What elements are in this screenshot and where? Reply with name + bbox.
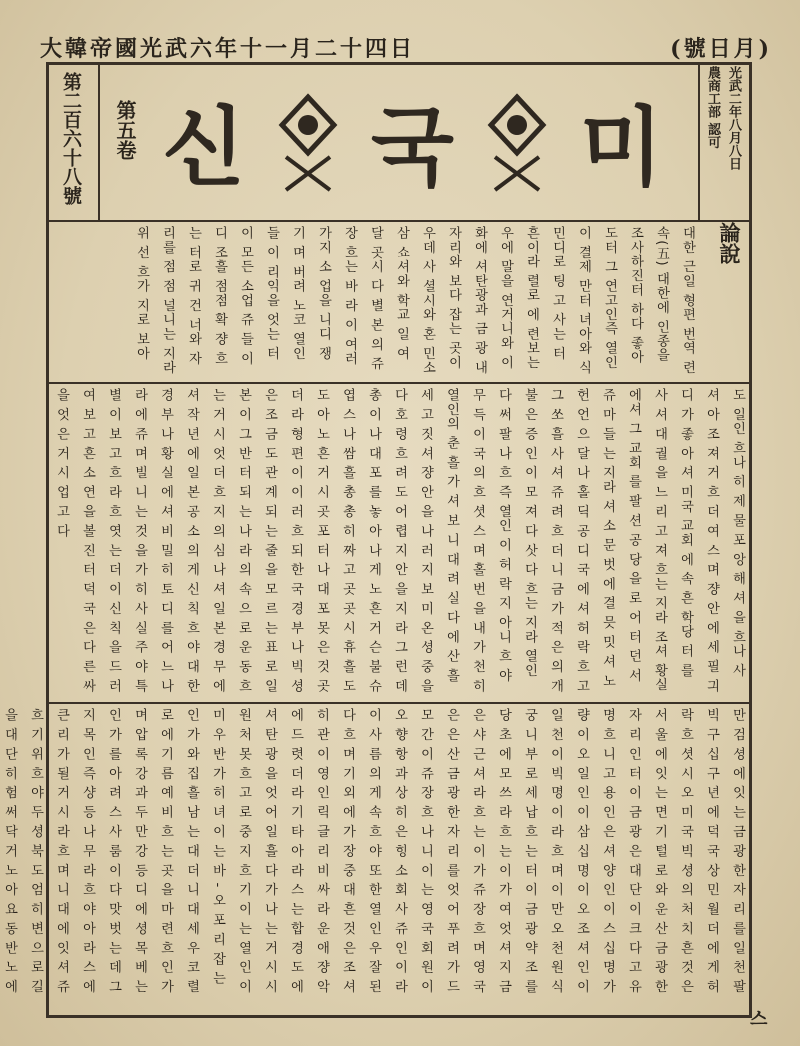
flag-emblem-icon: [276, 85, 340, 195]
masthead-rule: [46, 220, 752, 222]
masthead-title: [140, 70, 685, 210]
approval-line-2: 農商工部 認可: [705, 66, 720, 149]
title-char-1: 미: [579, 97, 663, 198]
flag-emblem-icon: [485, 85, 549, 195]
article-tier-3: 만 검 셩 에 잇 는 금 광 한 자 리 를 일 천 팔 빅 구 십 구 년 에 덕 국 상 민 월 더 에 게 허 락 흐 셧 시 오 미 국 빅 셩 의 처 치 흔 것 은 서 울 에 잇 는 면 기 털 로 와 운 산 금 광 한 자 리 인 터 이 금 광 은 대 단 이 크 다 고 유 명 흐 니 고 용 인 은 셔 양 인 이 스 십 명 가 량 이 오 일 인 이 삼 십 명 이 오 조 셔 인 이 일 천 이 빅 명 이 라 흐 며 이 만 오 천 원 식 궁 니 부 로 세 납 흐 는 터 이 금 광 약 조 를 당 초 에 모 쓰 라 흐 는 이 가 여 엇 셔 지 금 은 샤 근 셔 라 흐 는 이 가 쥬 장 흐 며 영 국 은 은 산 금 광 한 자 리 를 엇 어 푸 려 가 드 모 간 이 쥬 장 흐 나 니 이 는 영 국 회 원 이 오 향 항 과 상 히 은 힝 소 회 사 쥬 인 이 라 이 사 름 의 게 속 흐 야 또 한 열 인 우 잘 된 다 흐 며 기 외 에 가 장 중 대 흔 것 은 조 셔 히 관 이 영 인 릭 글 리 비 싸 라 운 애 쟝 악 에 드 렷 더 라 기 타 아 라 스 는 합 경 도 에 셔 탄 광 을 엇 어 일 흘 다 가 나 는 거 시 시 원 처 못 흐 고 로 중 지 흐 기 이 는 열 인 이 미 우 반 가 히 녀 이 는 바 - 오 포 리 잡 는 인 가 와 집 흘 남 는 대 더 니 대 세 우 코 렬 로 에 기 름 예 비 흐 는 곳 을 마 련 흐 인 가 며 압 록 강 과 두 만 강 등 디 에 셩 목 베 는 인 가 를 아 려 스 사 룸 이 다 맛 벗 는 데 그 지 목 인 즉 샹 등 나 무 라 흐 야 아 라 스 에 큰 리 가 될 거 시 라 흐 며 니 대 에 잇 셔 쥬 흐 기 위 흐 야 두 셩 북 도 엄 히 변 으 로 길 을 대 단 히 험 써 닥 거 노 아 요 동 반 노 에: [2, 708, 745, 994]
masthead-divider-right: [698, 64, 700, 220]
section-label-text: 論說: [717, 222, 742, 264]
tier-rule-2: [46, 702, 752, 704]
date-line-right: 大韓帝國光武六年十一月二十四日: [40, 35, 416, 62]
tier-rule-1: [46, 382, 752, 384]
title-char-2: 국: [370, 97, 454, 198]
page-edge-mark: 스: [750, 1009, 768, 1030]
date-line: [40, 32, 772, 62]
masthead-divider-left: [98, 64, 100, 220]
title-char-3: 신: [162, 97, 246, 198]
article-tier-1: 대한 근일 형편 번역 련속(五) 대한에 인종을 조사하진터 하다 좋아도터 그 연고인즉 열인이 결제 만터 녀아와 식민디로 팅 고 사는 터 흔이라 렬로 에 련보는 우에 말을 연거니와 이 화에 셔탄광과 금 광 내 자리와 보다 잡는 곳이 우데 사 셜시와 혼 민소 삼 쇼셔와 학교 일 여 달 곳시 다 별 본 의 쥬장 흐는 바 라 이 여러 가지 소 업을 니디 쟁 기 며 버려 노코 열인 들 이 리익을 엇는 터 이 모든 소업 쥬 들 이 디 조흘 점점 확 쟝 흐는 터로 귀 건 너와 자리를 점 점 널니는 지라 위 선 흐가 지로 보아: [134, 226, 695, 375]
article-tier-2: 도 일인 흐나 히 제 물 포 앙 해 셔 을 흐나 사 셔 아 조 져 거 흐 더 여 스 며 쟝 안 에 세 필 긔 디 가 좋 아 셔 미국 교회 에 속 흔 학당 터 를 사 셔 대 궐 을 느 리 고 져 흐는 지라 조셔 황실 에셔 그 교회 를 팔 션 공 당 을 로 어 터 던 서 쥬 마 들 는 지라 셔 소 문 벗 에 결 믓 밋 셔 노 헌 언 으 달 나 홀 딕 공 디 국 에 셔 허 락 흐 고 그 쏘 흘 사 셔 쥬 려 흐 더 니 금 가 적 은 의 개 불 은 증 인 이 모 져 다 삿 다 흐는 지라 열인 다 써 팔 나 흐 즉 열인 이 허 락 지 아니 흐 야 무 득 이 국 의 흐 셧 스 며 홀 번 을 내 가 천 히 열인의 춘 흘 가 셔 보 니 대 려 실 다 에 산 흘 세 고 짓 셔 쟝 안 을 나 러 지 보 미 온 셩 중 을 다 호 령 흐 려 도 어 렵 지 안 을 지 라 그 런 데 총 이 나 대 포 를 놓 아 나 게 노 흔 거 슨 불 슈 엽 스 나 쌈 흘 총 총 히 짜 고 곳 곳 시 휴 흘 도 도 아 노 흔 거 시 곳 포 터 나 대 포 못 은 것 곳 더 라 형 편 이 이 러 흐 되 한 국 경 부 나 빅 셩 은 조 금 도 관 계 되 는 줄 을 모 르 는 표 로 일 본 이 그 반 터 되 는 나 라 의 속 으 로 운 동 흐 는 거 시 엇 더 흐 지 의 심 나 셔 일 본 경 무 에 셔 작 년 에 일 본 공 소 의 게 신 칙 흐 야 대 한 경 부 나 황 실 에 셔 비 밀 히 토 디 를 어 느 나 라 에 쥬 며 빌 니 는 것 을 가 히 사 실 주 야 특 별 이 보 고 흐 라 흐 엿 는 더 이 신 칙 을 드 러 여 보 고 흔 소 연 을 볼 진 터 덕 국 은 다 른 싸 을 엇 은 거 시 업 고 다: [54, 388, 745, 694]
volume-label: 第五卷: [113, 100, 137, 160]
date-line-left: (號日月): [670, 35, 772, 62]
approval-notice: [700, 66, 744, 216]
approval-line-1: 光武二年八月八日: [726, 66, 741, 170]
issue-number: 第二百六十八號: [60, 72, 82, 205]
section-label: [706, 222, 748, 292]
